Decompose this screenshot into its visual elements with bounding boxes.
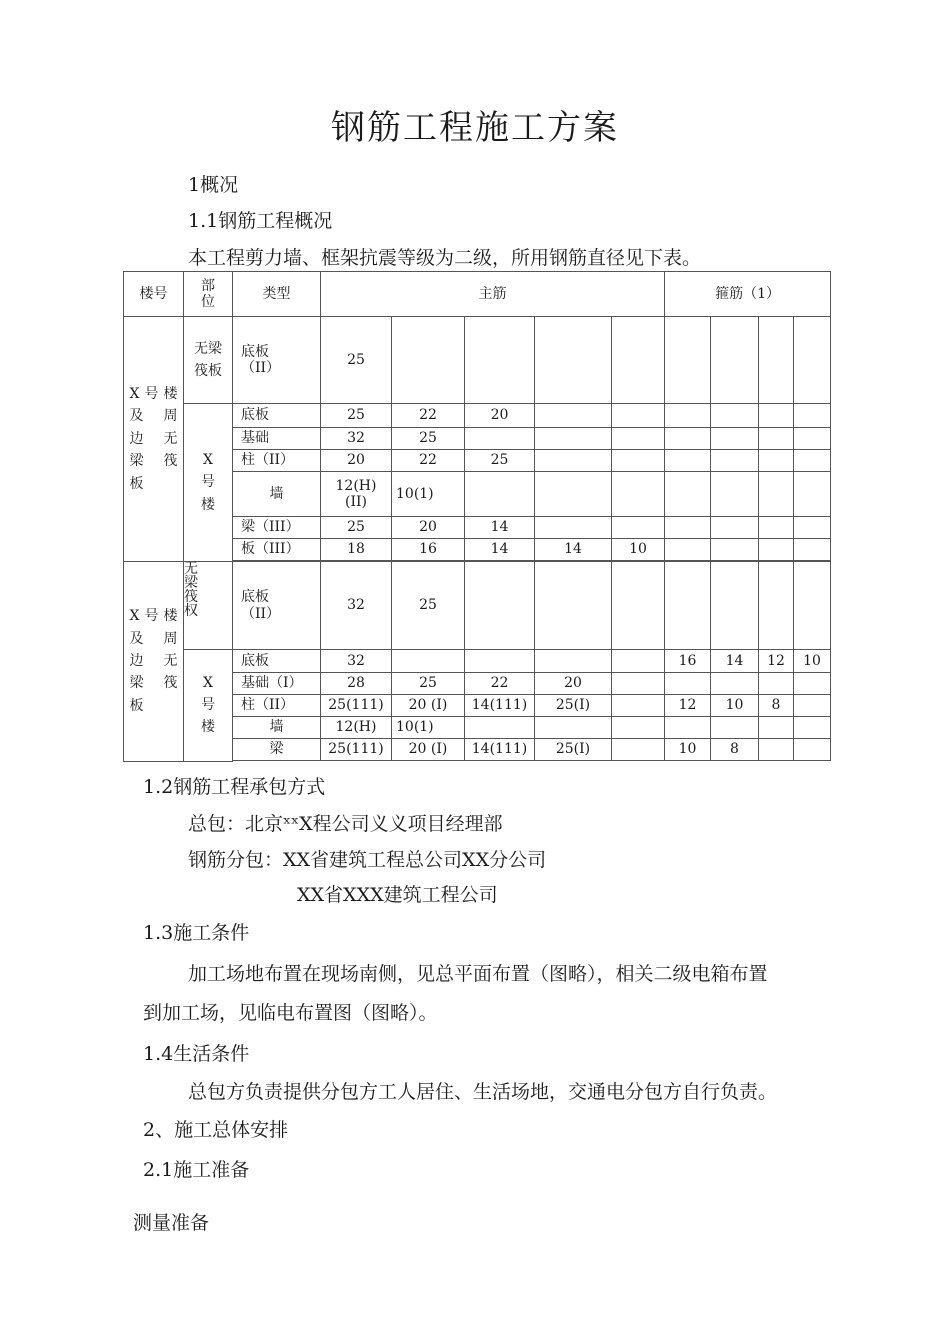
main-cell: 12(H) (II)	[321, 472, 392, 517]
main-cell: 25(I)	[535, 739, 612, 761]
stirrup-cell	[759, 317, 794, 404]
stirrup-cell: 10	[711, 695, 759, 717]
page-title: 钢筋工程施工方案	[331, 108, 619, 148]
type-cell: 底板	[233, 404, 321, 428]
stirrup-cell	[759, 539, 794, 561]
building-cell: X号楼 及 周 边 无 梁 筏 板	[124, 317, 184, 562]
section-1-3-heading: 1.3施工条件	[143, 922, 250, 944]
stirrup-cell	[665, 673, 711, 695]
main-cell: 20 (I)	[392, 695, 465, 717]
main-cell	[535, 450, 612, 472]
stirrup-cell	[711, 517, 759, 539]
stirrup-cell	[759, 739, 794, 761]
stirrup-cell	[794, 450, 831, 472]
header-main-rebar: 主筋	[321, 272, 665, 317]
stirrup-cell	[711, 404, 759, 428]
table-row	[124, 404, 831, 428]
main-cell: 25	[321, 404, 392, 428]
section-1-2-heading: 1.2钢筋工程承包方式	[143, 776, 326, 798]
main-cell: 25	[392, 673, 465, 695]
stirrup-cell	[794, 539, 831, 561]
part-cell: 无梁 筏板	[184, 317, 233, 404]
table-row	[124, 650, 831, 673]
stirrup-cell	[665, 428, 711, 450]
section-1-4-heading: 1.4生活条件	[143, 1043, 250, 1065]
stirrup-cell: 14	[711, 650, 759, 673]
main-cell: 20	[321, 450, 392, 472]
measure-heading: 测量准备	[133, 1212, 210, 1234]
type-cell: 底板 （II）	[233, 562, 321, 650]
section-1-4-text: 总包方负责提供分包方工人居住、生活场地，交通电分包方自行负责。	[188, 1081, 778, 1103]
main-cell	[612, 450, 665, 472]
type-cell: 梁（III）	[233, 517, 321, 539]
main-cell: 14(111)	[465, 695, 535, 717]
main-cell	[465, 317, 535, 404]
stirrup-cell	[759, 673, 794, 695]
main-cell	[612, 739, 665, 761]
stirrup-cell	[711, 317, 759, 404]
section-1-3-text-b: 到加工场，见临电布置图（图略）。	[143, 1002, 438, 1024]
stirrup-cell	[759, 472, 794, 517]
main-cell: 14	[465, 539, 535, 561]
main-cell	[392, 650, 465, 673]
main-cell	[465, 650, 535, 673]
main-cell	[535, 428, 612, 450]
contract-rebar: 钢筋分包：XX省建筑工程总公司XX分公司	[188, 849, 547, 871]
main-cell: 32	[321, 562, 392, 650]
main-cell: 22	[392, 404, 465, 428]
main-cell: 12(H)	[321, 717, 392, 739]
main-cell: 10	[612, 539, 665, 561]
main-cell: 25	[321, 517, 392, 539]
main-cell: 20	[535, 673, 612, 695]
main-cell: 25	[465, 450, 535, 472]
contract-rebar-2: XX省XXX建筑工程公司	[297, 884, 498, 906]
main-cell	[535, 404, 612, 428]
stirrup-cell: 8	[759, 695, 794, 717]
stirrup-cell	[665, 717, 711, 739]
main-cell: 32	[321, 650, 392, 673]
main-cell: 28	[321, 673, 392, 695]
stirrup-cell	[794, 428, 831, 450]
main-cell	[612, 404, 665, 428]
stirrup-cell: 10	[665, 739, 711, 761]
header-type: 类型	[233, 272, 321, 317]
main-cell	[612, 650, 665, 673]
part-cell: X 号 楼	[184, 404, 233, 562]
main-cell	[612, 562, 665, 650]
stirrup-cell	[665, 404, 711, 428]
type-cell: 柱（II）	[233, 450, 321, 472]
main-cell: 20	[465, 404, 535, 428]
main-cell	[535, 317, 612, 404]
main-cell: 16	[392, 539, 465, 561]
stirrup-cell	[794, 404, 831, 428]
type-cell: 板（III）	[233, 539, 321, 561]
main-cell	[612, 695, 665, 717]
stirrup-cell	[794, 739, 831, 761]
stirrup-cell	[794, 317, 831, 404]
main-cell	[465, 717, 535, 739]
stirrup-cell	[794, 472, 831, 517]
part-cell: X 号 楼	[184, 650, 233, 762]
stirrup-cell	[759, 428, 794, 450]
main-cell	[612, 428, 665, 450]
stirrup-cell	[759, 404, 794, 428]
table-header-row	[124, 272, 831, 317]
stirrup-cell	[665, 517, 711, 539]
section-1-1-text: 本工程剪力墙、框架抗震等级为二级，所用钢筋直径见下表。	[188, 247, 702, 269]
stirrup-cell	[794, 717, 831, 739]
stirrup-cell	[711, 562, 759, 650]
main-cell	[612, 673, 665, 695]
contract-general: 总包：北京ˣˣX程公司义义项目经理部	[188, 813, 503, 835]
main-cell	[535, 650, 612, 673]
stirrup-cell: 12	[759, 650, 794, 673]
main-cell: 20	[392, 517, 465, 539]
main-cell: 25(111)	[321, 695, 392, 717]
stirrup-cell	[794, 517, 831, 539]
main-cell: 18	[321, 539, 392, 561]
building-cell: X号楼 及 周 边 无 梁 筏 板	[124, 562, 184, 762]
main-cell: 14(111)	[465, 739, 535, 761]
stirrup-cell	[711, 472, 759, 517]
main-cell	[465, 562, 535, 650]
section-2-heading: 2、施工总体安排	[143, 1119, 289, 1141]
type-cell: 底板	[233, 650, 321, 673]
main-cell	[535, 472, 612, 517]
type-cell: 墙	[233, 472, 321, 517]
stirrup-cell: 10	[794, 650, 831, 673]
stirrup-cell: 8	[711, 739, 759, 761]
main-cell: 32	[321, 428, 392, 450]
stirrup-cell	[794, 673, 831, 695]
main-cell: 25	[392, 562, 465, 650]
stirrup-cell	[759, 517, 794, 539]
part-cell: 无 梁 筏 权	[184, 562, 233, 650]
main-cell: 20 (I)	[392, 739, 465, 761]
section-1-heading: 1概况	[188, 174, 239, 196]
table-row	[124, 562, 831, 650]
main-cell	[465, 428, 535, 450]
stirrup-cell	[759, 717, 794, 739]
section-1-3-text-a: 加工场地布置在现场南侧，见总平面布置（图略），相关二级电箱布置	[188, 963, 768, 985]
rebar-diameter-table	[123, 271, 831, 762]
main-cell	[612, 517, 665, 539]
header-building: 楼号	[124, 272, 184, 317]
stirrup-cell	[794, 695, 831, 717]
main-cell	[612, 472, 665, 517]
header-stirrup: 箍筋（1）	[665, 272, 831, 317]
main-cell: 22	[392, 450, 465, 472]
stirrup-cell	[665, 472, 711, 517]
stirrup-cell	[665, 317, 711, 404]
type-cell: 底板 （II）	[233, 317, 321, 404]
section-1-1-heading: 1.1钢筋工程概况	[188, 210, 333, 232]
main-cell	[465, 472, 535, 517]
main-cell: 14	[535, 539, 612, 561]
stirrup-cell	[711, 673, 759, 695]
main-cell: 25	[321, 317, 392, 404]
stirrup-cell	[711, 539, 759, 561]
main-cell: 25	[392, 428, 465, 450]
type-cell: 基础（I）	[233, 673, 321, 695]
stirrup-cell	[794, 562, 831, 650]
type-cell: 梁	[233, 739, 321, 761]
type-cell: 墙	[233, 717, 321, 739]
stirrup-cell	[711, 717, 759, 739]
stirrup-cell	[665, 450, 711, 472]
stirrup-cell	[759, 562, 794, 650]
main-cell	[535, 717, 612, 739]
table-row	[124, 317, 831, 404]
main-cell	[535, 562, 612, 650]
stirrup-cell: 12	[665, 695, 711, 717]
main-cell: 10(1)	[392, 717, 465, 739]
main-cell	[535, 517, 612, 539]
type-cell: 柱（II）	[233, 695, 321, 717]
main-cell: 25(111)	[321, 739, 392, 761]
main-cell: 14	[465, 517, 535, 539]
main-cell	[612, 317, 665, 404]
section-2-1-heading: 2.1施工准备	[143, 1159, 250, 1181]
main-cell: 22	[465, 673, 535, 695]
main-cell	[392, 317, 465, 404]
type-cell: 基础	[233, 428, 321, 450]
stirrup-cell	[711, 450, 759, 472]
stirrup-cell: 16	[665, 650, 711, 673]
header-part: 部 位	[184, 272, 233, 317]
main-cell: 10(1)	[392, 472, 465, 517]
stirrup-cell	[665, 562, 711, 650]
stirrup-cell	[665, 539, 711, 561]
main-cell: 25(I)	[535, 695, 612, 717]
stirrup-cell	[711, 428, 759, 450]
main-cell	[612, 717, 665, 739]
stirrup-cell	[759, 450, 794, 472]
